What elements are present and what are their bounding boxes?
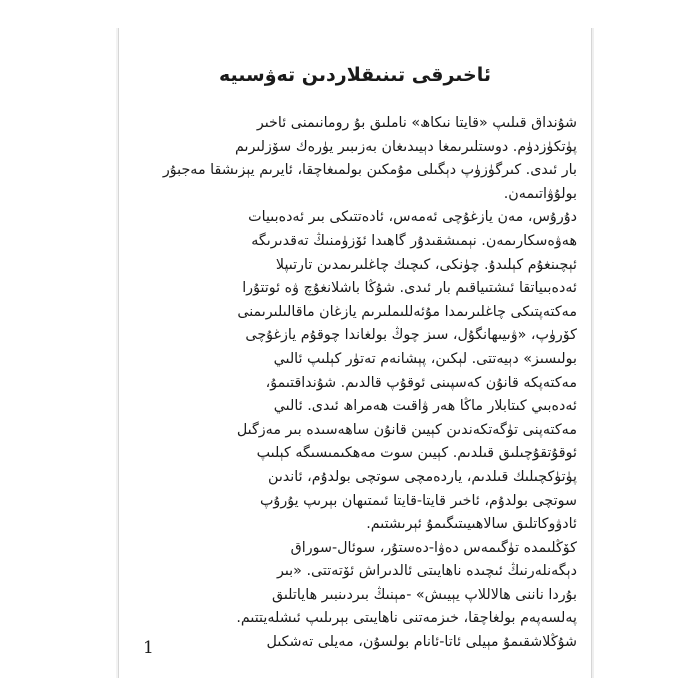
page-number: 1 bbox=[143, 638, 154, 658]
text-line: بۇردا ناننى ھالاللاپ يېيىش» -مېنىڭ بىردىنبىر ھاياتلىق bbox=[271, 586, 577, 603]
text-line: كۆرۈپ، «ۋىيىھانگۇل، سىز چوڭ بولغاندا چوقۇم يازغۇچى bbox=[245, 327, 577, 344]
text-line: ئەدەبىياتقا ئىشتىياقىم بار ئىدى. شۇڭا باشلانغۇچ ۋە ئوتتۇرا bbox=[242, 280, 577, 297]
text-line: سوتچى بولدۇم، ئاخىر قايتا-قايتا ئىمتىھان بېرىپ يۇرۇپ bbox=[259, 492, 577, 509]
text-line: مەكتەپكە قانۇن كەسپىنى ئوقۇپ قالدىم. شۇنداقتىمۇ، bbox=[265, 374, 577, 391]
text-line: شۇنداق قىلىپ «قايتا نىكاھ» ناملىق بۇ رومانىمنى ئاخىر bbox=[256, 115, 577, 131]
text-line: دېگەنلەرنىڭ ئىچىدە ناھايىتى ئالدىراش ئۆتەتتى. «بىر bbox=[276, 563, 577, 580]
text-line: ئەدەبىي كىتابلار ماڭا ھەر ۋاقىت ھەمراھ ئىدى. ئالىي bbox=[273, 398, 577, 415]
text-line: دۇرۇس، مەن يازغۇچى ئەمەس، ئادەتتىكى بىر ئەدەبىيات bbox=[248, 209, 577, 226]
text-line: ئوقۇتقۇچىلىق قىلدىم. كېيىن سوت مەھكىمىسىگە كېلىپ bbox=[256, 445, 577, 462]
text-line: مەكتەپتىكى چاغلىرىمدا مۇئەللىملىرىم يازغان ماقالىلىرىمنى bbox=[237, 303, 577, 320]
page-title: ئاخىرقى تىنىقلاردىن تەۋسىيە bbox=[218, 64, 492, 86]
text-line: كۆڭلىمدە تۈگىمەس دەۋا-دەستۇر، سوئال-سوراق bbox=[290, 539, 577, 556]
book-page bbox=[118, 28, 592, 678]
text-line: ئېچىنغۇم كېلىدۇ. چۈنكى، كىچىك چاغلىرىمدىن تارتىپلا bbox=[275, 256, 577, 273]
text-line: بار ئىدى. كىرگۈزۈپ دېگىلى مۇمكىن بولمىغاچقا، ئايرىم يېزىشقا مەجبۇر bbox=[162, 162, 577, 179]
text-line: ئادۋوكاتلىق سالاھىيىتىگىمۇ ئېرىشتىم. bbox=[366, 516, 577, 533]
text-line: بولىسىز» دېيەتتى. لېكىن، پېشانەم تەتۈر كېلىپ ئالىي bbox=[273, 350, 577, 367]
text-line: شۇڭلاشقىمۇ مېيلى ئاتا-ئانام بولسۇن، مەيلى تەشكىل bbox=[266, 634, 577, 651]
text-line: ھەۋەسكارىمەن. نېمىشقىدۇر گاھىدا ئۆزۈمنىڭ تەقدىرىگە bbox=[251, 232, 577, 249]
text-body bbox=[137, 112, 577, 655]
text-line: پۈتۈكچىلىك قىلدىم، ياردەمچى سوتچى بولدۇم، ئاندىن bbox=[267, 468, 577, 485]
text-line: پەلسەپەم بولغاچقا، خىزمەتنى ناھايىتى بېرىلىپ ئىشلەيتتىم. bbox=[236, 610, 577, 627]
text-line: مەكتەپنى تۈگەتكەندىن كېيىن قانۇن ساھەسىدە بىر مەزگىل bbox=[236, 421, 577, 438]
text-line: پۈتكۈزدۈم. دوستلىرىمغا دېيىدىغان بەزىبىر يۈرەك سۆزلىرىم bbox=[234, 138, 577, 155]
text-line: بولۇۋاتىمەن. bbox=[503, 185, 577, 202]
